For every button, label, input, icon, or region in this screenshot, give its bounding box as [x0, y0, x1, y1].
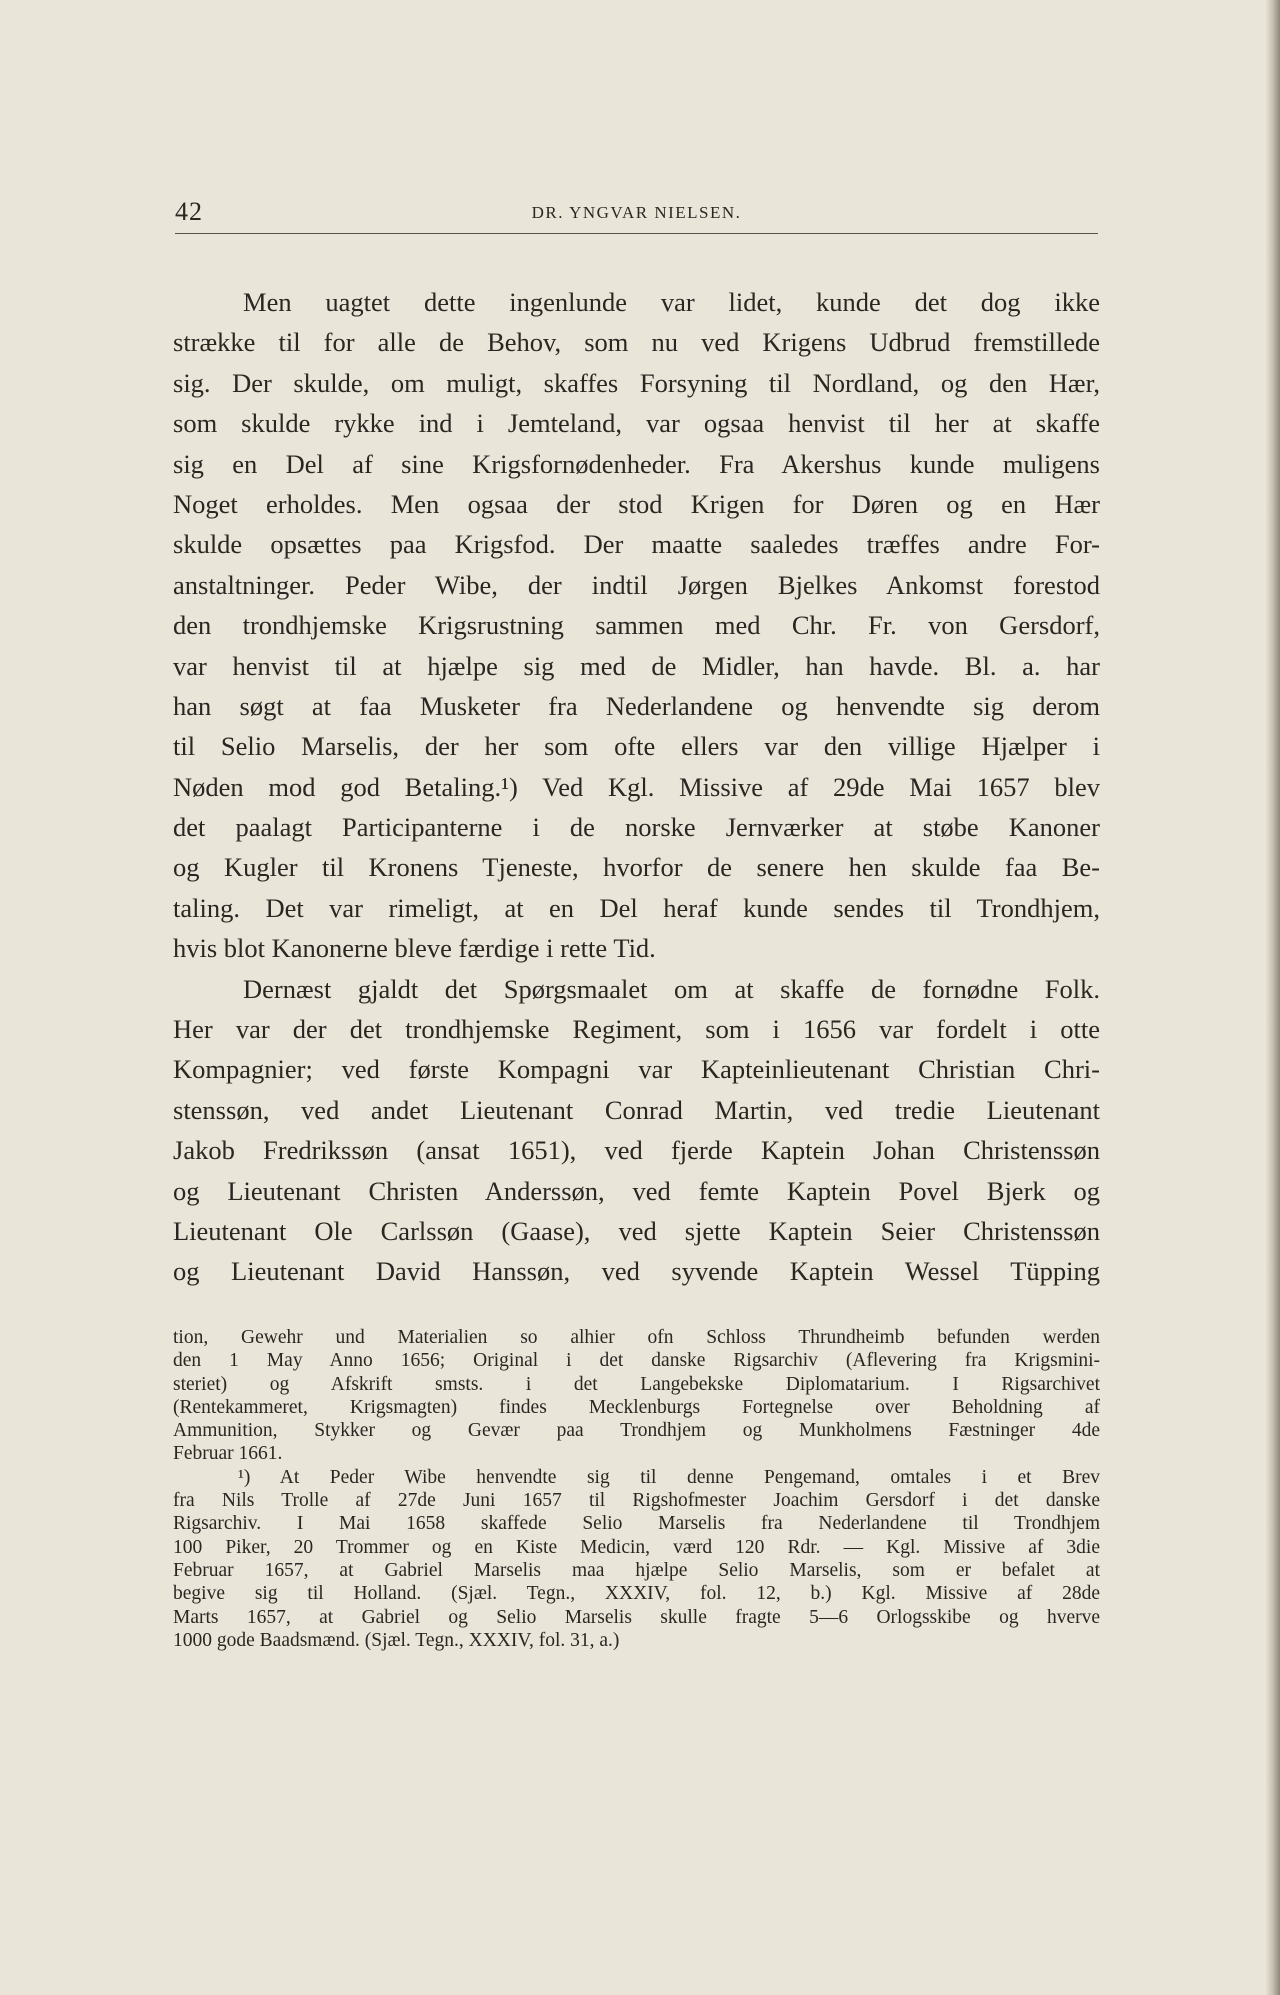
text-line: det paalagt Participanterne i de norske Jernværker at støbe Kanoner [173, 812, 1100, 843]
text-line: strække til for alle de Behov, som nu ved Krigens Udbrud fremstillede [173, 327, 1100, 358]
text-line: og Lieutenant Christen Anderssøn, ved femte Kaptein Povel Bjerk og [173, 1175, 1100, 1206]
text-line: til Selio Marselis, der her som ofte ellers var den villige Hjælper i [173, 731, 1100, 762]
text-line: Her var der det trondhjemske Regiment, som i 1656 var fordelt i otte [173, 1014, 1100, 1045]
text-line: sig. Der skulde, om muligt, skaffes Forsyning til Nordland, og den Hær, [173, 367, 1100, 398]
text-line: Jakob Fredrikssøn (ansat 1651), ved fjerde Kaptein Johan Christenssøn [173, 1135, 1100, 1166]
text-line: Dernæst gjaldt det Spørgsmaalet om at skaffe de fornødne Folk. [243, 973, 1100, 1004]
text-line: Kompagnier; ved første Kompagni var Kapteinlieutenant Christian Chri- [173, 1054, 1100, 1085]
text-line: Nøden mod god Betaling.¹) Ved Kgl. Missive af 29de Mai 1657 blev [173, 771, 1100, 802]
text-line: stenssøn, ved andet Lieutenant Conrad Martin, ved tredie Lieutenant [173, 1094, 1100, 1125]
page-edge-shadow [1266, 0, 1280, 1995]
text-line: anstaltninger. Peder Wibe, der indtil Jørgen Bjelkes Ankomst forestod [173, 569, 1100, 600]
text-line: hvis blot Kanonerne bleve færdige i rette Tid. [173, 933, 656, 964]
text-line: Lieutenant Ole Carlssøn (Gaase), ved sjette Kaptein Seier Christenssøn [173, 1215, 1100, 1246]
text-line: taling. Det var rimeligt, at en Del heraf kunde sendes til Trondhjem, [173, 892, 1100, 923]
footnote-line: fra Nils Trolle af 27de Juni 1657 til Rigshofmester Joachim Gersdorf i det danske [173, 1490, 1100, 1512]
page-number: 42 [175, 197, 203, 226]
footnote-line: Februar 1657, at Gabriel Marselis maa hjælpe Selio Marselis, som er befalet at [173, 1559, 1100, 1581]
footnote-line: begive sig til Holland. (Sjæl. Tegn., XXXIV, fol. 12, b.) Kgl. Missive af 28de [173, 1583, 1100, 1605]
text-line: Noget erholdes. Men ogsaa der stod Krigen for Døren og en Hær [173, 488, 1100, 519]
footnote-line: Rigsarchiv. I Mai 1658 skaffede Selio Marselis fra Nederlandene til Trondhjem [173, 1513, 1100, 1535]
main-text [173, 282, 1100, 1292]
footnote-line: steriet) og Afskrift smsts. i det Langebekske Diplomatarium. I Rigsarchivet [173, 1373, 1100, 1395]
footnote-line: Ammunition, Stykker og Gevær paa Trondhjem og Munkholmens Fæstninger 4de [173, 1420, 1100, 1442]
running-head: DR. YNGVAR NIELSEN. [531, 203, 742, 222]
footnote-line: 1000 gode Baadsmænd. (Sjæl. Tegn., XXXIV, fol. 31, a.) [173, 1629, 620, 1651]
footnote-line: 100 Piker, 20 Trommer og en Kiste Medicin, værd 120 Rdr. — Kgl. Missive af 3die [173, 1536, 1100, 1558]
footnote-line: (Rentekammeret, Krigsmagten) findes Mecklenburgs Fortegnelse over Beholdning af [173, 1396, 1100, 1418]
text-line: sig en Del af sine Krigsfornødenheder. Fra Akershus kunde muligens [173, 448, 1100, 479]
footnote-line: tion, Gewehr und Materialien so alhier ofn Schloss Thrundheimb befunden werden [173, 1327, 1100, 1348]
page-header [175, 193, 1098, 234]
footnote-line: den 1 May Anno 1656; Original i det danske Rigsarchiv (Aflevering fra Krigsmini- [173, 1350, 1100, 1372]
text-line: han søgt at faa Musketer fra Nederlandene og henvendte sig derom [173, 690, 1100, 721]
footnote-line: Marts 1657, at Gabriel og Selio Marselis skulle fragte 5—6 Orlogsskibe og hverve [173, 1606, 1100, 1628]
text-line: og Kugler til Kronens Tjeneste, hvorfor de senere hen skulde faa Be- [173, 852, 1100, 883]
text-line: skulde opsættes paa Krigsfod. Der maatte saaledes træffes andre For- [173, 529, 1100, 560]
text-line: var henvist til at hjælpe sig med de Midler, han havde. Bl. a. har [173, 650, 1100, 681]
footnote-line: Februar 1661. [173, 1443, 283, 1465]
text-line: som skulde rykke ind i Jemteland, var ogsaa henvist til her at skaffe [173, 408, 1100, 439]
footnotes [173, 1326, 1100, 1652]
text-line: Men uagtet dette ingenlunde var lidet, kunde det dog ikke [243, 287, 1100, 317]
footnote-line: ¹) At Peder Wibe henvendte sig til denne Pengemand, omtales i et Brev [238, 1466, 1100, 1488]
text-line: og Lieutenant David Hanssøn, ved syvende Kaptein Wessel Tüpping [173, 1256, 1100, 1287]
text-line: den trondhjemske Krigsrustning sammen med Chr. Fr. von Gersdorf, [173, 610, 1100, 641]
